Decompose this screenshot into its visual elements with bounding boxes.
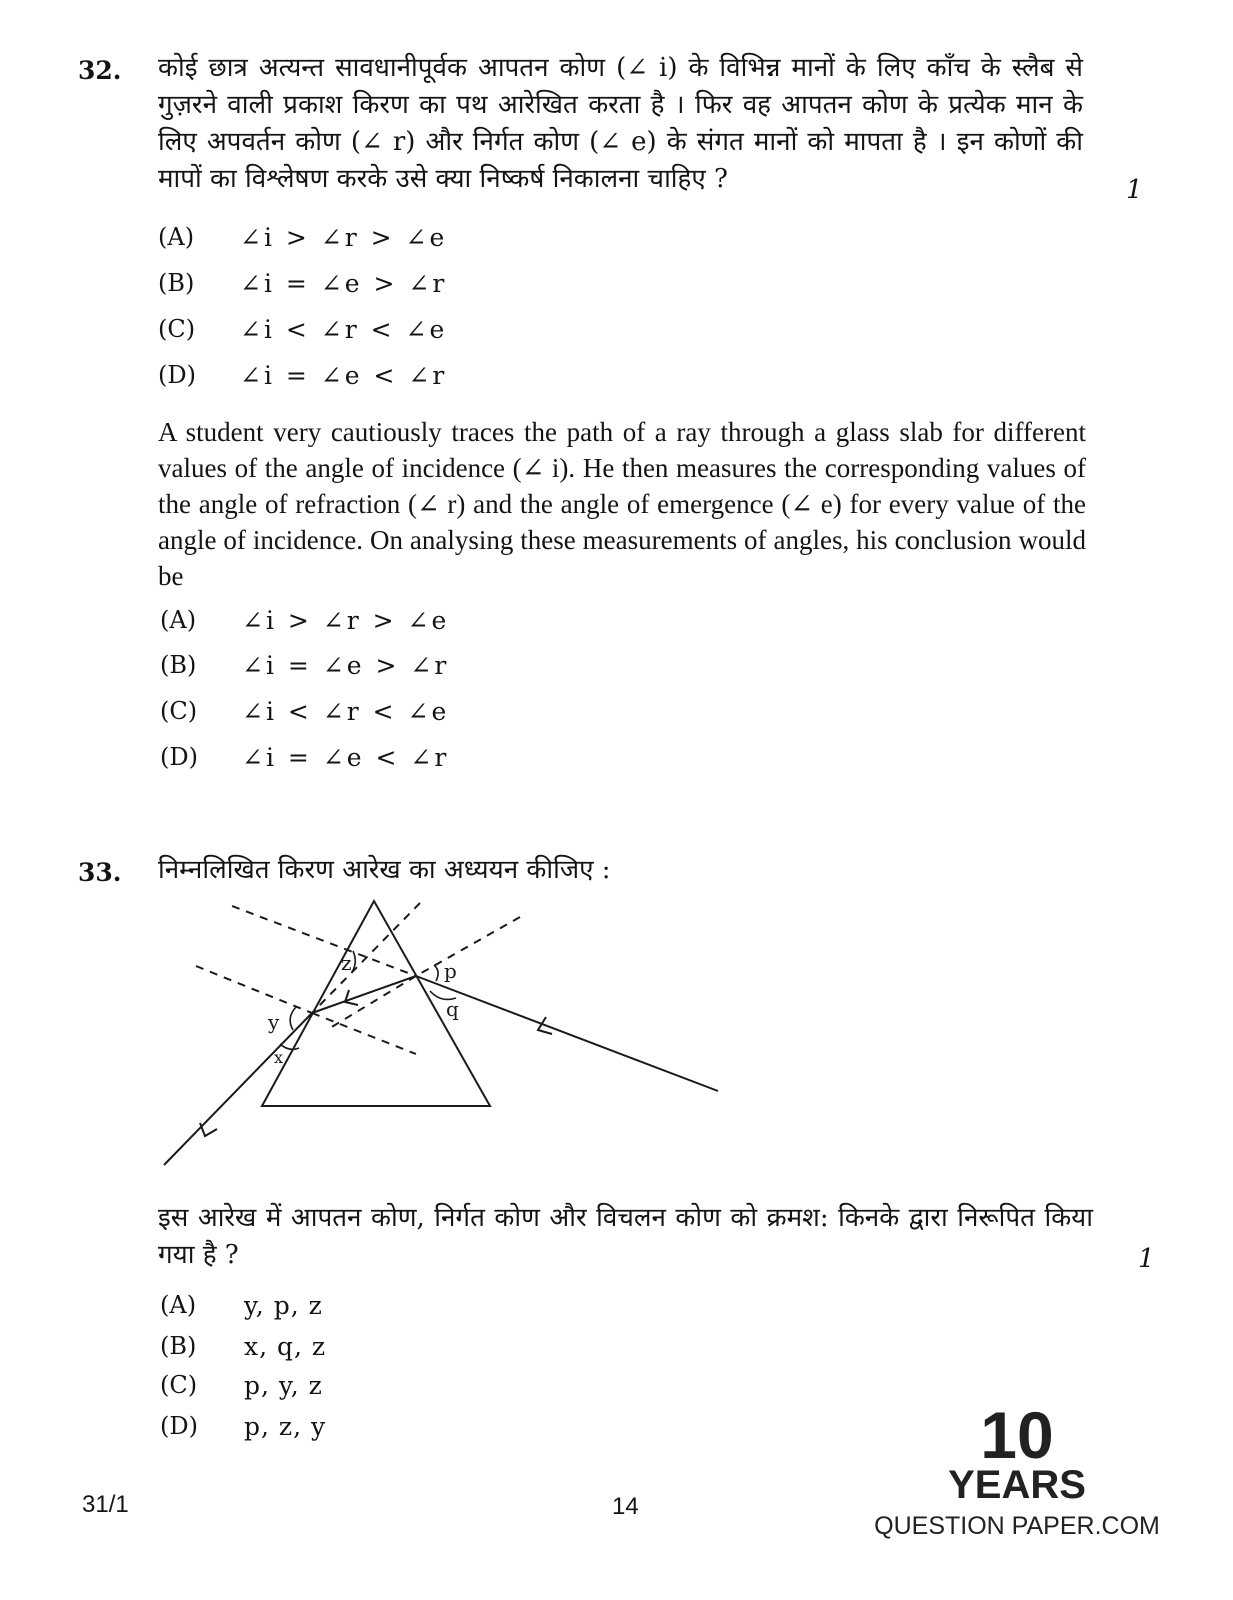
- page-number: 14: [612, 1493, 639, 1520]
- option-label: (D): [160, 743, 198, 771]
- angle-arc-y: [290, 1007, 296, 1030]
- option-text: ∠i = ∠e > ∠r: [240, 269, 448, 298]
- q33-question-text: इस आरेख में आपतन कोण, निर्गत कोण और विचलन कोण को क्रमश: किनके द्वारा निरूपित किया गया है ?: [158, 1203, 1093, 1270]
- option-text: x, q, z: [244, 1332, 327, 1361]
- label-q: q: [446, 997, 459, 1021]
- option-label: (A): [160, 1291, 197, 1319]
- option-label: (B): [158, 269, 195, 297]
- option-label: (C): [160, 697, 198, 725]
- option-text: ∠i > ∠r > ∠e: [240, 223, 448, 252]
- angle-arc-p: [434, 965, 438, 981]
- option-label: (D): [158, 361, 196, 389]
- option-text: y, p, z: [244, 1291, 323, 1320]
- option-text: p, z, y: [244, 1412, 327, 1441]
- extension-line-incident: [232, 906, 416, 976]
- label-z: z: [341, 951, 352, 975]
- q33-number: 33.: [78, 858, 122, 887]
- normal-line-right: [416, 917, 520, 976]
- emergent-ray: [164, 1013, 312, 1165]
- option-label: (B): [160, 1332, 197, 1360]
- label-x: x: [274, 1048, 284, 1067]
- option-text: ∠i = ∠e < ∠r: [240, 361, 448, 390]
- option-label: (D): [160, 1412, 198, 1440]
- option-text: ∠i = ∠e < ∠r: [242, 743, 450, 772]
- option-label: (C): [160, 1371, 198, 1399]
- q32-number: 32.: [78, 56, 122, 85]
- option-text: ∠i = ∠e > ∠r: [242, 651, 450, 680]
- option-label: (A): [160, 606, 197, 634]
- option-label: (A): [158, 223, 195, 251]
- option-label: (B): [160, 651, 197, 679]
- q32-english-text: A student very cautiously traces the path of a ray through a glass slab for different values of the angle of incidence (∠ i). He then measures the corresponding values of the angle of refraction (∠ r) and the angle of emergence (∠ e) for every value of the angle of incidence. On analysing these measurements of angles, his conclusion would be: [158, 417, 1086, 591]
- normal-line-left: [196, 966, 312, 1013]
- option-text: ∠i < ∠r < ∠e: [242, 697, 450, 726]
- q32-hindi-text: कोई छात्र अत्यन्त सावधानीपूर्वक आपतन कोण (∠ i) के विभिन्न मानों के लिए काँच के स्लैब से गुज़रने वाली प्रकाश किरण का पथ आरेखित करता है । फिर वह आपतन कोण के प्रत्येक मान के लिए अपवर्तन कोण (∠ r) और निर्गत कोण (∠ e) के संगत मानों को मापता है । इन कोणों की मापों का विश्लेषण करके उसे क्या निष्कर्ष निकालना चाहिए ?: [158, 53, 1083, 194]
- watermark-site: QUESTION PAPER.COM: [874, 1512, 1160, 1540]
- watermark-logo: [872, 1400, 1162, 1560]
- paper-code: 31/1: [82, 1491, 129, 1518]
- option-text: ∠i > ∠r > ∠e: [242, 606, 450, 635]
- option-text: p, y, z: [244, 1371, 323, 1400]
- q33-marks: 1: [1138, 1244, 1155, 1274]
- option-label: (C): [158, 315, 196, 343]
- q33-intro: निम्नलिखित किरण आरेख का अध्ययन कीजिए :: [158, 855, 611, 885]
- q32-marks: 1: [1126, 175, 1143, 205]
- option-text: ∠i < ∠r < ∠e: [240, 315, 448, 344]
- incident-ray: [416, 976, 718, 1091]
- extension-line-emergent: [312, 903, 420, 1013]
- watermark-big-number: 10: [980, 1398, 1054, 1472]
- watermark-years: YEARS: [948, 1463, 1086, 1507]
- label-y: y: [268, 1010, 280, 1034]
- label-p: p: [444, 959, 457, 983]
- normal-line-left-inside: [312, 1013, 416, 1054]
